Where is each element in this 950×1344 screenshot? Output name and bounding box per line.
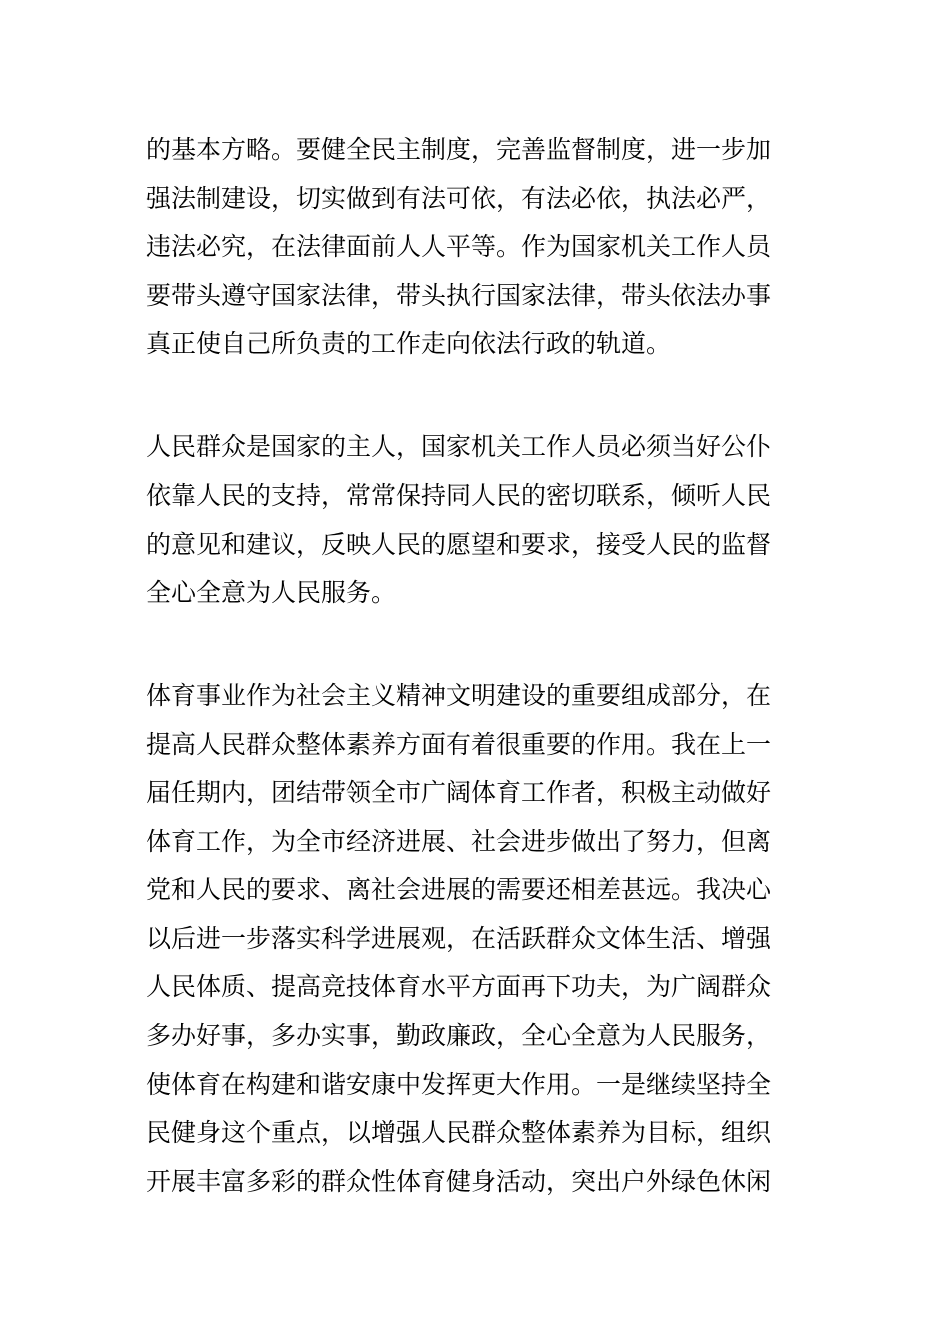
- paragraph-3-line-1: 体育事业作为社会主义精神文明建设的重要组成部分，在: [146, 681, 772, 710]
- paragraph-3-line-7: 人民体质、提高竞技体育水平方面再下功夫，为广阔群众: [146, 972, 772, 1001]
- paragraph-3-line-5: 党和人民的要求、离社会进展的需要还相差甚远。我决心: [146, 875, 772, 904]
- paragraph-1-line-2: 强法制建设，切实做到有法可依，有法必依，执法必严，: [146, 184, 772, 213]
- paragraph-1-line-5: 真正使自己所负责的工作走向依法行政的轨道。: [146, 329, 672, 358]
- paragraph-1-line-3: 违法必究，在法律面前人人平等。作为国家机关工作人员: [146, 232, 772, 261]
- paragraph-3-line-11: 开展丰富多彩的群众性体育健身活动，突出户外绿色休闲: [146, 1167, 772, 1196]
- paragraph-2-line-1: 人民群众是国家的主人，国家机关工作人员必须当好公仆: [146, 432, 772, 461]
- paragraph-3-line-4: 体育工作，为全市经济进展、社会进步做出了努力，但离: [146, 827, 772, 856]
- paragraph-3-line-8: 多办好事，多办实事，勤政廉政，全心全意为人民服务，: [146, 1021, 772, 1050]
- paragraph-2-line-2: 依靠人民的支持，常常保持同人民的密切联系，倾听人民: [146, 481, 772, 510]
- paragraph-3-line-2: 提高人民群众整体素养方面有着很重要的作用。我在上一: [146, 730, 772, 759]
- paragraph-2-line-4: 全心全意为人民服务。: [146, 578, 397, 607]
- paragraph-3-line-6: 以后进一步落实科学进展观，在活跃群众文体生活、增强: [146, 924, 772, 953]
- paragraph-3-line-10: 民健身这个重点，以增强人民群众整体素养为目标，组织: [146, 1118, 772, 1147]
- paragraph-3-line-9: 使体育在构建和谐安康中发挥更大作用。一是继续坚持全: [146, 1070, 772, 1099]
- paragraph-1-line-1: 的基本方略。要健全民主制度，完善监督制度，进一步加: [146, 135, 772, 164]
- paragraph-1-line-4: 要带头遵守国家法律，带头执行国家法律，带头依法办事: [146, 281, 772, 310]
- paragraph-3-line-3: 届任期内，团结带领全市广阔体育工作者，积极主动做好: [146, 778, 772, 807]
- paragraph-2-line-3: 的意见和建议，反映人民的愿望和要求，接受人民的监督: [146, 530, 772, 559]
